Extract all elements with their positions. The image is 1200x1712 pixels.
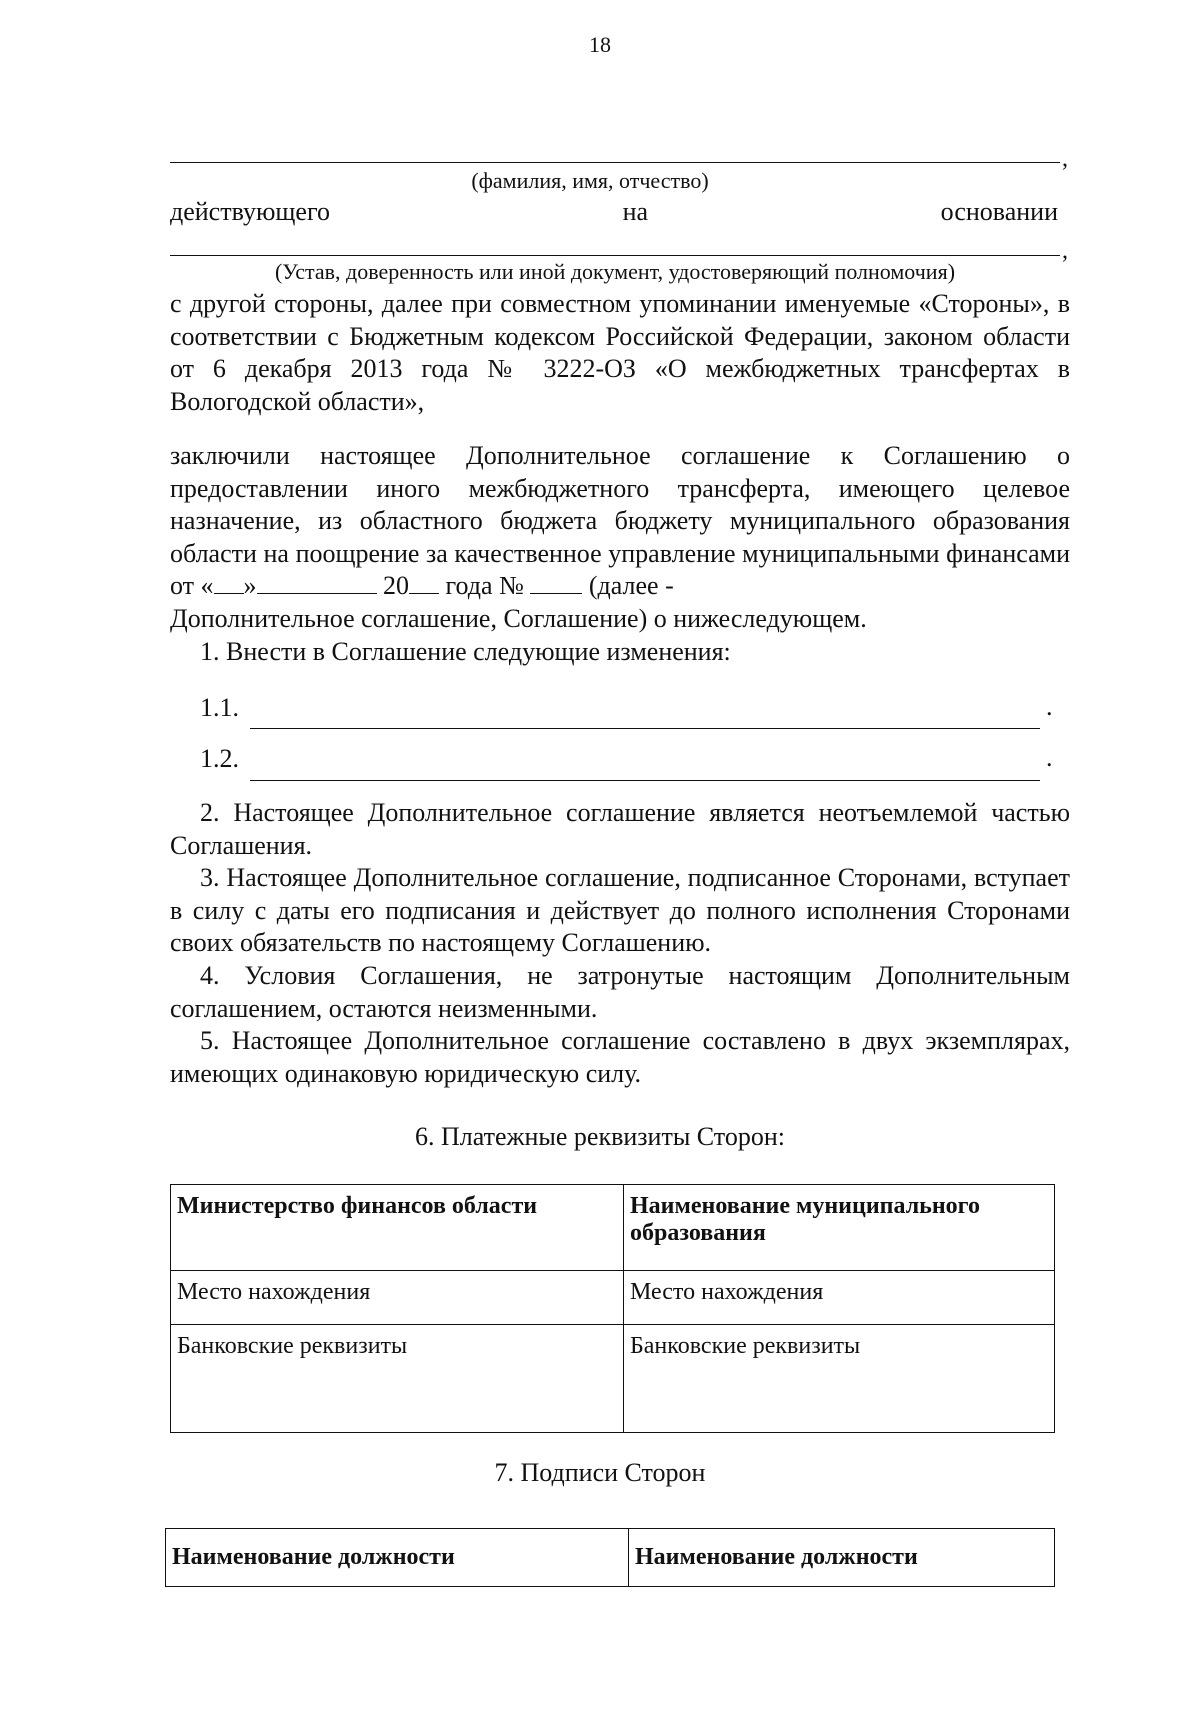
parties-paragraph: с другой стороны, далее при совместном упоминании именуемые «Стороны», в соответствии с Бюджетным кодексом Российской Федерации, законом области от 6 декабря 2013 года № 3222-ОЗ «О межбюджетных трансфертах в Вологодской области», bbox=[170, 289, 1070, 416]
table-row bbox=[171, 1185, 1055, 1271]
year-blank bbox=[409, 571, 439, 594]
year-prefix: 20 bbox=[383, 571, 410, 600]
month-blank bbox=[257, 571, 377, 594]
signature-position-left: Наименование должности bbox=[166, 1529, 629, 1587]
name-blank-line bbox=[170, 162, 1060, 163]
item-1-2-number: 1.2. bbox=[200, 744, 239, 773]
item-1-1-period: . bbox=[1046, 692, 1053, 721]
bank-details-left: Банковские реквизиты bbox=[171, 1325, 624, 1433]
concluded-tail: Дополнительное соглашение, Соглашение) о нижеследующем. bbox=[170, 604, 867, 633]
table-row bbox=[171, 1271, 1055, 1325]
on-word: на bbox=[622, 197, 649, 226]
acting-line bbox=[170, 196, 1058, 229]
item-1-2-blank-line bbox=[250, 780, 1040, 781]
requisites-col1-header: Министерство финансов области bbox=[171, 1185, 624, 1271]
location-right: Место нахождения bbox=[624, 1271, 1055, 1325]
item-1-2-period: . bbox=[1046, 743, 1053, 772]
item-1: 1. Внести в Соглашение следующие изменения: bbox=[200, 637, 731, 666]
location-left: Место нахождения bbox=[171, 1271, 624, 1325]
concluded-paragraph bbox=[170, 440, 1070, 603]
basis-word: основании bbox=[940, 197, 1058, 226]
acting-word: действующего bbox=[170, 197, 330, 226]
day-blank bbox=[214, 571, 244, 594]
item-4: 4. Условия Соглашения, не затронутые настоящим Дополнительным соглашением, остаются неизменными. bbox=[170, 961, 1070, 1023]
bank-details-right: Банковские реквизиты bbox=[624, 1325, 1055, 1433]
hereinafter-text: (далее - bbox=[588, 571, 674, 600]
table-row bbox=[171, 1325, 1055, 1433]
requisites-table bbox=[170, 1184, 1055, 1433]
signature-position-right: Наименование должности bbox=[629, 1529, 1055, 1587]
number-blank bbox=[530, 571, 582, 594]
name-caption: (фамилия, имя, отчество) bbox=[471, 168, 709, 193]
signatures-table bbox=[165, 1528, 1055, 1587]
item-2: 2. Настоящее Дополнительное соглашение является неотъемлемой частью Соглашения. bbox=[170, 798, 1070, 860]
quote-close: » bbox=[243, 571, 257, 600]
requisites-heading: 6. Платежные реквизиты Сторон: bbox=[415, 1122, 785, 1151]
basis-line-comma: , bbox=[1062, 238, 1068, 264]
basis-caption: (Устав, доверенность или иной документ, удостоверяющий полномочия) bbox=[274, 259, 956, 284]
table-row bbox=[166, 1529, 1055, 1587]
item-1-1-blank-line bbox=[250, 728, 1040, 729]
basis-blank-line bbox=[170, 255, 1060, 256]
item-1-1-number: 1.1. bbox=[200, 693, 239, 722]
item-3: 3. Настоящее Дополнительное соглашение, подписанное Сторонами, вступает в силу с даты его подписания и действует до полного исполнения Сторонами своих обязательств по настоящему Соглашению. bbox=[170, 863, 1070, 957]
name-line-comma: , bbox=[1062, 146, 1068, 172]
signatures-heading: 7. Подписи Сторон bbox=[494, 1458, 706, 1487]
requisites-col2-header: Наименование муниципального образования bbox=[624, 1185, 1055, 1271]
concluded-text: заключили настоящее Дополнительное соглашение к Соглашению о предоставлении иного межбюджетного трансферта, имеющего целевое назначение, из областного бюджета бюджету муниципального образования области на поощрение за качественное управление муниципальными финансами от « bbox=[170, 441, 1070, 600]
item-5: 5. Настоящее Дополнительное соглашение составлено в двух экземплярах, имеющих одинаковую юридическую силу. bbox=[170, 1026, 1070, 1088]
number-label: года № bbox=[445, 571, 524, 600]
page-number: 18 bbox=[589, 32, 611, 57]
